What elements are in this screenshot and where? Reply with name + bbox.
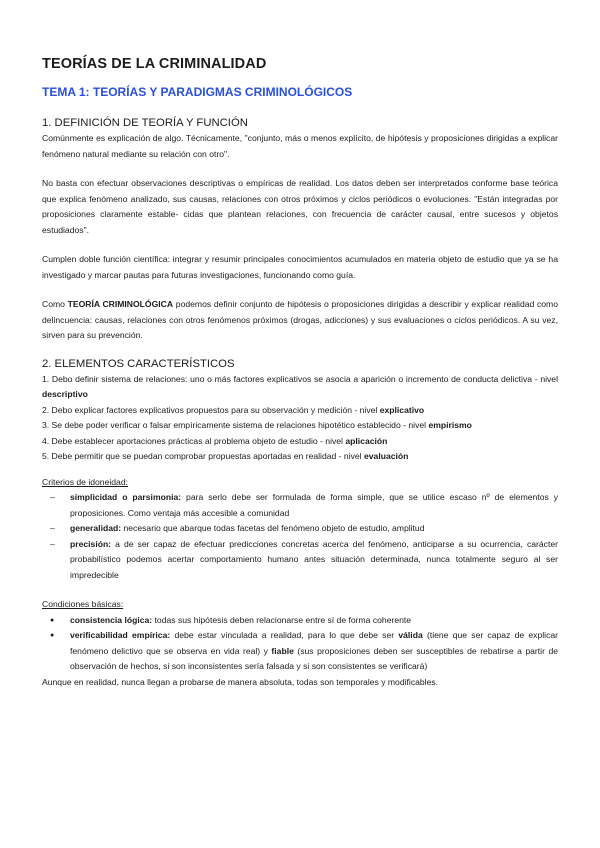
list-item: ● consistencia lógica: todas sus hipótesis deben relacionarse entre sí de forma coherente	[70, 613, 558, 629]
para4-post: podemos definir conjunto de hipótesis o proposiciones dirigidas a describir y explicar realidad como delincuencia: causas, relaciones con otros fenómenos próximos (drogas, adicciones) y sus evaluaciones o ciclos periódicos. A su vez, sirven para su prevención.	[42, 299, 558, 340]
list-item: 4. Debe establecer aportaciones prácticas al problema objeto de estudio - nivel aplicación	[42, 435, 388, 446]
conditions-list	[42, 613, 558, 675]
closing-paragraph: Aunque en realidad, nunca llegan a probarse de manera absoluta, todas son temporales y modificables.	[42, 676, 439, 687]
list-item: 1. Debo definir sistema de relaciones: uno o más factores explicativos se asocia a aparición o incremento de conducta delictiva - nivel descriptivo	[42, 373, 558, 399]
section-1-paragraph-3: Cumplen doble función científica: integrar y resumir principales conocimientos acumulados en materia objeto de estudio que ya se ha investigado y marcar pautas para futuras investigaciones, funcionando como guía.	[42, 254, 558, 280]
section-1-paragraph-2: No basta con efectuar observaciones descriptivas o empíricas de realidad. Los datos deben ser interpretados conforme base teórica que explica fenómeno analizado, sus causas, relaciones con otros próximos y ciclos periódicos o evoluciones. "Están integradas por proposiciones claramente estable- cidas que plantean relaciones, con frecuencia de carácter causal, entre sucesos y objetos estudiados".	[42, 178, 558, 235]
criteria-list	[42, 490, 558, 583]
section-2-heading: 2. ELEMENTOS CARACTERÍSTICOS	[42, 357, 235, 370]
list-item: – simplicidad o parsimonia: para serlo debe ser formulada de forma simple, que se utilice escaso nº de elementos y proposiciones. Como ventaja más accesible a comunidad	[70, 490, 558, 521]
topic-title: TEMA 1: TEORÍAS Y PARADIGMAS CRIMINOLÓGICOS	[42, 85, 353, 99]
para4-pre: Como	[42, 299, 68, 309]
document-page	[42, 56, 558, 690]
list-item: 5. Debe permitir que se puedan comprobar propuestas aportadas en realidad - nivel evaluación	[42, 451, 409, 461]
list-item: ● verificabilidad empírica: debe estar vinculada a realidad, para lo que debe ser válida (tiene que ser capaz de explicar fenómeno delictivo que se observa en vida real) y fiable (sus proposiciones deben ser susceptibles de rebatirse a partir de observación de hechos, si son inconsistentes sería falsada y si son consistentes se verificará)	[70, 628, 558, 675]
section-1-paragraph-4	[42, 297, 558, 344]
elements-list	[42, 372, 558, 465]
list-item: 3. Se debe poder verificar o falsar empíricamente sistema de relaciones hipotético establecido - nivel empirismo	[42, 420, 472, 430]
list-item: 2. Debo explicar factores explicativos propuestos para su observación y medición - nivel explicativo	[42, 404, 425, 415]
conditions-heading: Condiciones básicas:	[42, 599, 124, 609]
list-item: – generalidad: necesario que abarque todas facetas del fenómeno objeto de estudio, amplitud	[70, 521, 558, 537]
document-title: TEORÍAS DE LA CRIMINALIDAD	[42, 56, 267, 72]
theory-term: TEORÍA CRIMINOLÓGICA	[67, 299, 174, 309]
list-item: – precisión: a de ser capaz de efectuar predicciones concretas acerca del fenómeno, anticiparse a su ocurrencia, carácter probabilístico podemos acertar comportamiento humano antes situación determinada, nunca totalmente seguro al ser impredecible	[70, 537, 558, 584]
section-1-paragraph-1: Comúnmente es explicación de algo. Técnicamente, "conjunto, más o menos explícito, de hipótesis y proposiciones dirigidas a explicar fenómeno natural mediante su relación con otro".	[42, 133, 558, 159]
section-1-heading: 1. DEFINICIÓN DE TEORÍA Y FUNCIÓN	[42, 117, 248, 129]
criteria-heading: Criterios de idoneidad:	[42, 476, 128, 487]
